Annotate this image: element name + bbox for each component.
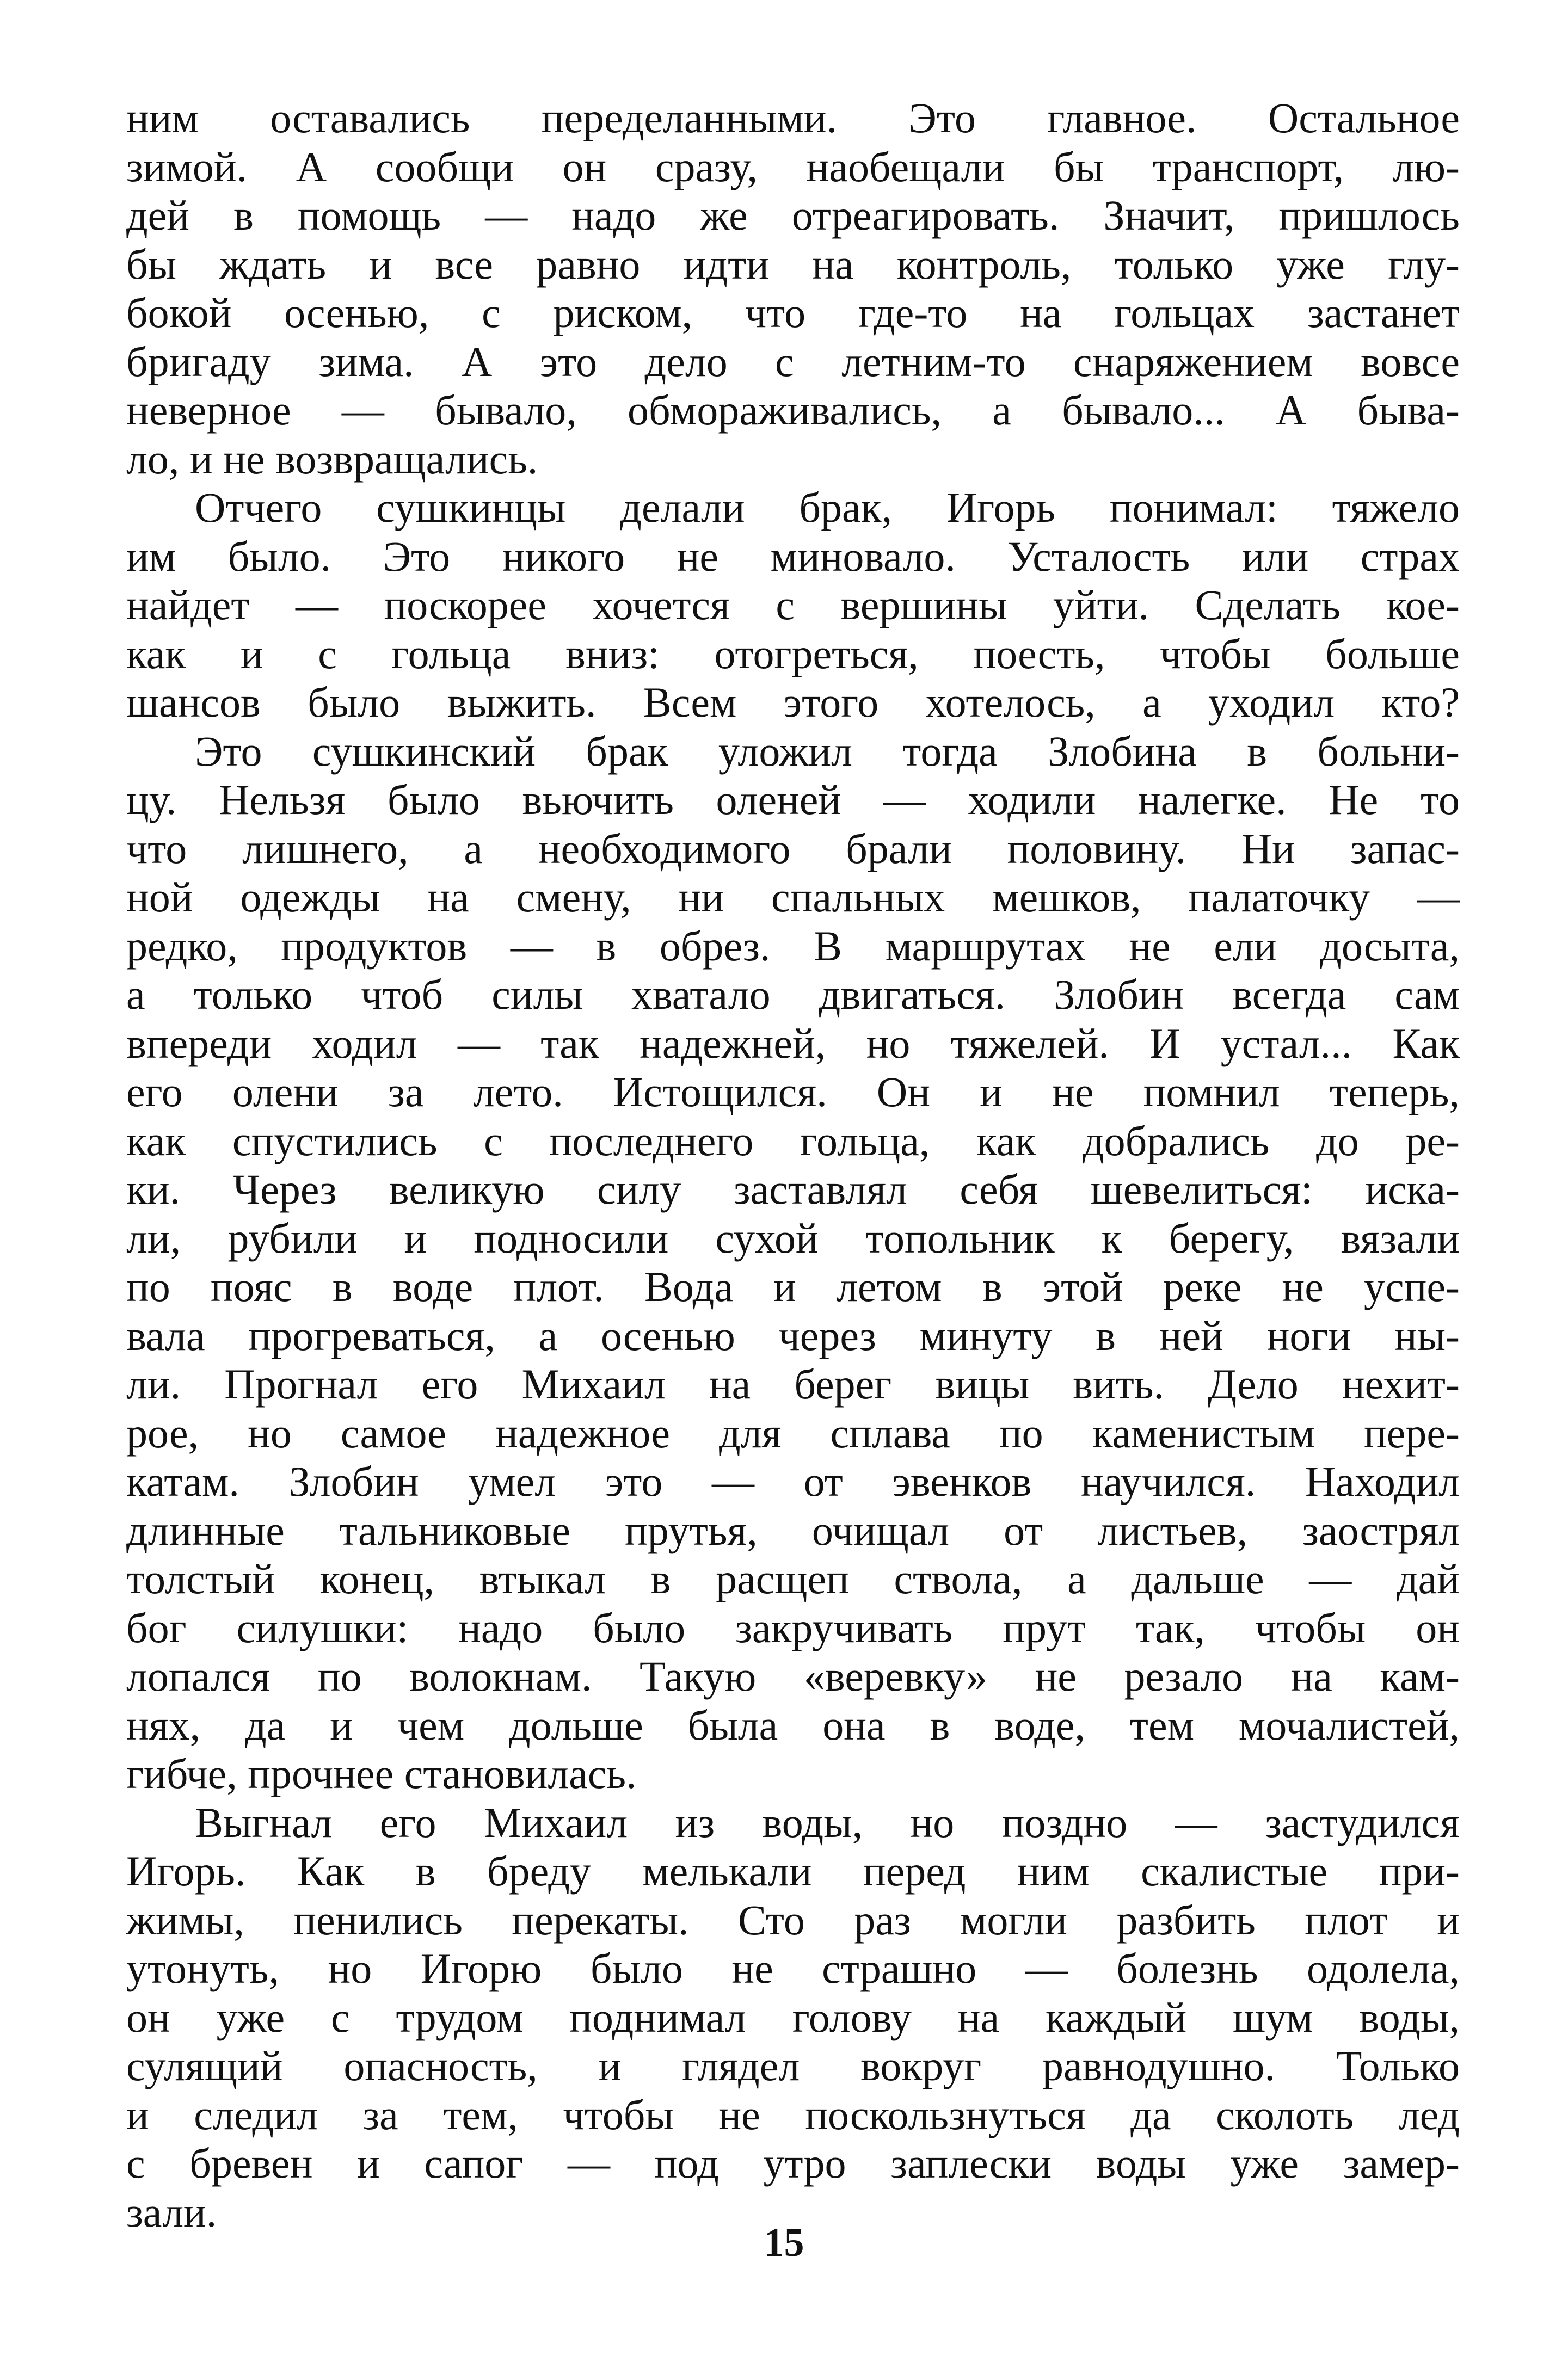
text-line: длинные тальниковые прутья, очищал от листьев, заострял <box>126 1506 1460 1554</box>
page-number: 15 <box>764 2221 804 2265</box>
text-line: Выгнал его Михаил из воды, но поздно — застудился <box>195 1798 1460 1846</box>
text-line: зимой. А сообщи он сразу, наобещали бы транспорт, лю- <box>126 143 1460 190</box>
text-line: цу. Нельзя было вьючить оленей — ходили налегке. Не то <box>126 776 1460 823</box>
text-line: бокой осенью, с риском, что где-то на гольцах застанет <box>126 289 1460 336</box>
text-line: ним оставались переделанными. Это главное. Остальное <box>126 94 1460 141</box>
text-line: ло, и не возвращались. <box>126 435 538 483</box>
text-line: катам. Злобин умел это — от эвенков научился. Находил <box>126 1458 1460 1505</box>
text-line: ли, рубили и подносили сухой топольник к берегу, вязали <box>126 1214 1460 1262</box>
body-text <box>126 94 1460 2236</box>
text-line: ки. Через великую силу заставлял себя шевелиться: иска- <box>126 1166 1460 1213</box>
text-line: гибче, прочнее становилась. <box>126 1750 637 1797</box>
text-line: рое, но самое надежное для сплава по каменистым пере- <box>126 1409 1460 1457</box>
text-line: утонуть, но Игорю было не страшно — болезнь одолела, <box>126 1945 1460 1992</box>
text-line: как спустились с последнего гольца, как добрались до ре- <box>126 1117 1460 1164</box>
text-line: ной одежды на смену, ни спальных мешков, палаточку — <box>126 873 1460 921</box>
text-line: его олени за лето. Истощился. Он и не помнил теперь, <box>126 1068 1460 1115</box>
text-line: что лишнего, а необходимого брали половину. Ни запас- <box>126 824 1460 872</box>
text-line: с бревен и сапог — под утро заплески воды уже замер- <box>126 2139 1460 2187</box>
text-line: бы ждать и все равно идти на контроль, только уже глу- <box>126 240 1460 288</box>
text-line: зали. <box>126 2188 217 2236</box>
text-line: Это сушкинский брак уложил тогда Злобина в больни- <box>195 727 1460 775</box>
text-line: ли. Прогнал его Михаил на берег вицы вить. Дело нехит- <box>126 1360 1460 1408</box>
text-line: по пояс в воде плот. Вода и летом в этой реке не успе- <box>126 1263 1460 1310</box>
text-line: он уже с трудом поднимал голову на каждый шум воды, <box>126 1993 1460 2041</box>
text-line: лопался по волокнам. Такую «веревку» не резало на кам- <box>126 1653 1460 1700</box>
text-line: вала прогреваться, а осенью через минуту в ней ноги ны- <box>126 1311 1460 1359</box>
text-line: дей в помощь — надо же отреагировать. Значит, пришлось <box>126 192 1460 239</box>
text-line: Отчего сушкинцы делали брак, Игорь понимал: тяжело <box>195 484 1460 531</box>
text-line: бог силушки: надо было закручивать прут так, чтобы он <box>126 1604 1460 1651</box>
text-line: как и с гольца вниз: отогреться, поесть, чтобы больше <box>126 630 1460 677</box>
text-line: бригаду зима. А это дело с летним-то снаряжением вовсе <box>126 337 1460 385</box>
text-line: и следил за тем, чтобы не поскользнуться да сколоть лед <box>126 2091 1460 2138</box>
text-line: жимы, пенились перекаты. Сто раз могли разбить плот и <box>126 1896 1460 1944</box>
text-line: шансов было выжить. Всем этого хотелось, а уходил кто? <box>126 679 1460 726</box>
text-line: впереди ходил — так надежней, но тяжелей. И устал... Как <box>126 1019 1460 1067</box>
text-line: нях, да и чем дольше была она в воде, тем мочалистей, <box>126 1701 1460 1749</box>
text-line: им было. Это никого не миновало. Усталость или страх <box>126 532 1460 580</box>
text-line: а только чтоб силы хватало двигаться. Злобин всегда сам <box>126 971 1460 1018</box>
text-line: Игорь. Как в бреду мелькали перед ним скалистые при- <box>126 1847 1460 1895</box>
text-line: редко, продуктов — в обрез. В маршрутах не ели досыта, <box>126 922 1460 970</box>
text-line: толстый конец, втыкал в расщеп ствола, а дальше — дай <box>126 1555 1460 1602</box>
text-line: неверное — бывало, обмораживались, а бывало... А быва- <box>126 386 1460 434</box>
text-line: найдет — поскорее хочется с вершины уйти. Сделать кое- <box>126 581 1460 628</box>
text-line: сулящий опасность, и глядел вокруг равнодушно. Только <box>126 2042 1460 2089</box>
